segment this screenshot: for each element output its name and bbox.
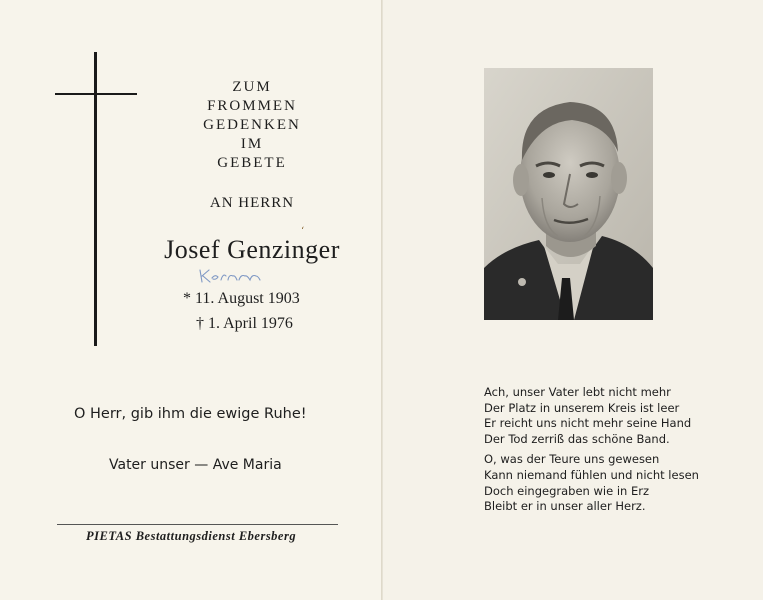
footer-publisher: PIETAS Bestattungsdienst Ebersberg [86, 529, 297, 543]
ink-mark-icon: ‘ [301, 226, 305, 237]
memorial-poem [484, 385, 699, 520]
heading-line: GEDENKEN [203, 117, 301, 133]
cross-icon-bar [55, 93, 137, 95]
heading [190, 78, 314, 173]
poem-line: Der Tod zerriß das schöne Band. [484, 431, 670, 446]
poem-line: Der Platz in unserem Kreis ist leer [484, 400, 680, 415]
birth-date: * 11. August 1903 [183, 290, 300, 307]
poem-line: Er reicht uns nicht mehr seine Hand [484, 416, 692, 431]
vater-unser-line: Vater unser — Ave Maria [109, 457, 282, 473]
poem-line: Kann niemand fühlen und nicht lesen [484, 467, 699, 482]
poem-line: O, was der Teure uns gewesen [484, 452, 660, 467]
poem-stanza [484, 385, 699, 447]
prayer-line: O Herr, gib ihm die ewige Ruhe! [74, 406, 307, 422]
portrait-photo [484, 68, 653, 320]
deceased-name: Josef Genzinger [164, 235, 340, 264]
poem-line: Doch eingegraben wie in Erz [484, 483, 649, 498]
poem-line: Bleibt er in unser aller Herz. [484, 499, 646, 514]
heading-line: GEBETE [217, 155, 287, 171]
heading-line: FROMMEN [207, 98, 297, 114]
heading-line: ZUM [232, 79, 272, 95]
cross-icon [94, 52, 97, 346]
death-date: † 1. April 1976 [196, 315, 293, 332]
footer-divider [57, 524, 338, 525]
handwritten-note [196, 266, 276, 286]
an-herrn: AN HERRN [209, 195, 295, 211]
poem-line: Ach, unser Vater lebt nicht mehr [484, 385, 671, 399]
heading-line: IM [240, 136, 264, 152]
poem-stanza [484, 452, 699, 514]
